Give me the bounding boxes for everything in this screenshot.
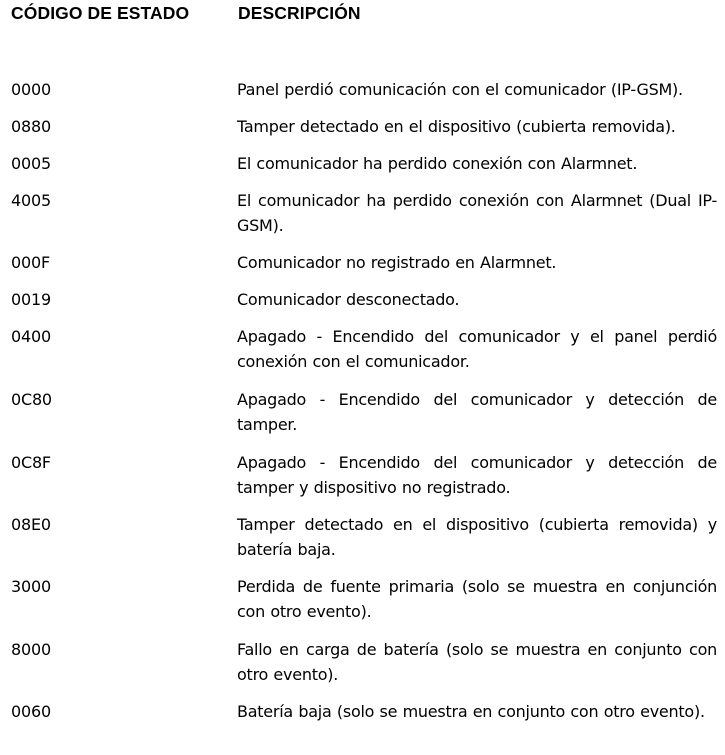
status-code: 08E0: [11, 515, 51, 534]
status-description: Comunicador desconectado.: [237, 290, 460, 309]
status-code: 0880: [11, 117, 51, 136]
status-description: El comunicador ha perdido conexión con Alarmnet.: [237, 154, 638, 173]
status-code: 000F: [11, 253, 50, 272]
status-code: 0060: [11, 702, 51, 721]
status-description: Comunicador no registrado en Alarmnet.: [237, 253, 557, 272]
table-row: [11, 324, 717, 387]
status-description: El comunicador ha perdido conexión con Alarmnet (Dual IP-GSM).: [237, 191, 717, 235]
status-description: Batería baja (solo se muestra en conjunto con otro evento).: [237, 702, 705, 721]
status-description: Fallo en carga de batería (solo se muestra en conjunto con otro evento).: [237, 640, 717, 684]
status-code: 0C80: [11, 390, 52, 409]
status-code: 0C8F: [11, 453, 51, 472]
status-code-table: [11, 77, 717, 751]
status-code: 3000: [11, 577, 51, 596]
header-description: DESCRIPCIÓN: [238, 3, 361, 23]
status-code: 4005: [11, 191, 51, 210]
status-code: 0005: [11, 154, 51, 173]
status-code: 0019: [11, 290, 51, 309]
status-code: 8000: [11, 640, 51, 659]
table-row: [11, 188, 717, 250]
table-row: [11, 151, 717, 188]
table-row: [11, 699, 717, 751]
status-description: Apagado - Encendido del comunicador y detección de tamper y dispositivo no registrado.: [237, 453, 717, 497]
table-row: [11, 574, 717, 637]
status-description: Panel perdió comunicación con el comunicador (IP-GSM).: [237, 80, 683, 99]
table-row: [11, 512, 717, 574]
table-row: [11, 387, 717, 450]
status-description: Tamper detectado en el dispositivo (cubierta removida).: [237, 117, 676, 136]
status-description: Apagado - Encendido del comunicador y el panel perdió conexión con el comunicador.: [237, 327, 717, 371]
table-row: [11, 450, 717, 512]
table-row: [11, 114, 717, 151]
table-row: [11, 637, 717, 699]
status-code: 0400: [11, 327, 51, 346]
status-description: Apagado - Encendido del comunicador y detección de tamper.: [237, 390, 717, 434]
header-status-code: CÓDIGO DE ESTADO: [11, 3, 190, 23]
table-row: [11, 250, 717, 287]
table-row: [11, 77, 717, 114]
table-header: [11, 2, 717, 26]
status-code: 0000: [11, 80, 51, 99]
status-description: Tamper detectado en el dispositivo (cubierta removida) y batería baja.: [237, 515, 717, 559]
table-row: [11, 287, 717, 324]
status-description: Perdida de fuente primaria (solo se muestra en conjunción con otro evento).: [237, 577, 717, 621]
